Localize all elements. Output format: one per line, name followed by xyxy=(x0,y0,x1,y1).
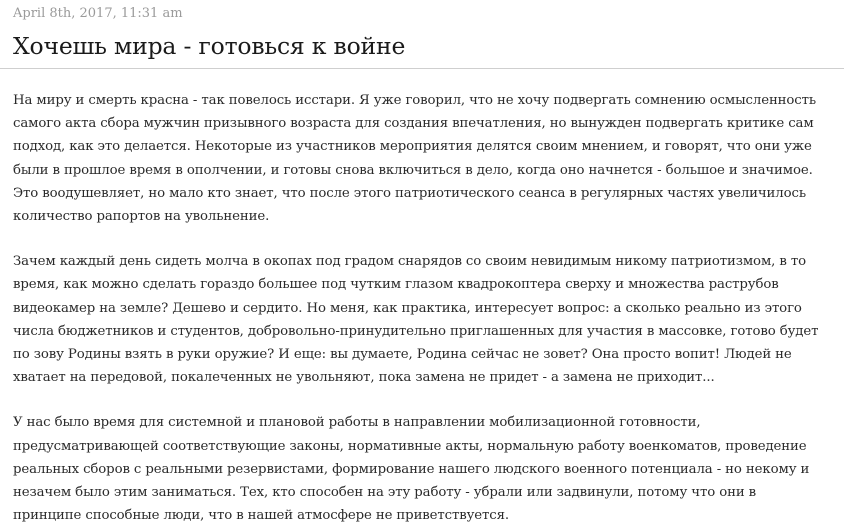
post-paragraph-3: У нас было время для системной и плановой работы в направлении мобилизационной готовности, предусматривающей соответствующие законы, нормативные акты, нормальную работу военкоматов, проведение реальных сборов с реальными резервистами, формирование нашего людского военного потенциала - но некому и незачем было этим заниматься. Тех, кто способен на эту работу - убрали или задвинули, потому что они в принципе способные люди, что в нашей атмосфере не приветствуется. xyxy=(13,415,810,524)
post-title[interactable]: Хочешь мира - готовься к войне xyxy=(13,32,406,60)
title-divider xyxy=(0,68,844,69)
blog-post xyxy=(0,5,838,524)
post-paragraph-1: На миру и смерть красна - так повелось исстари. Я уже говорил, что не хочу подвергать сомнению осмысленность самого акта сбора мужчин призывного возраста для создания впечатления, но вынужден подвергать критике сам подход, как это делается. Некоторые из участников мероприятия делятся своим мнением, и говорят, что они уже были в прошлое время в ополчении, и готовы снова включиться в дело, когда оно начнется - большое и значимое. Это воодушевляет, но мало кто знает, что после этого патриотического сеанса в регулярных частях увеличилось количество рапортов на увольнение. xyxy=(13,93,816,225)
post-paragraph-2: Зачем каждый день сидеть молча в окопах под градом снарядов со своим невидимым никому патриотизмом, в то время, как можно сделать гораздо большее под чутким глазом квадрокоптера сверху и множества раструбов видеокамер на земле? Дешево и сердито. Но меня, как практика, интересует вопрос: а сколько реально из этого числа бюджетников и студентов, добровольно-принудительно приглашенных для участия в массовке, готово будет по зову Родины взять в руки оружие? И еще: вы думаете, Родина сейчас не зовет? Она просто вопит! Людей не хватает на передовой, покалеченных не увольняют, пока замена не придет - а замена не приходит... xyxy=(13,254,819,386)
post-body xyxy=(13,89,832,527)
post-date: April 8th, 2017, 11:31 am xyxy=(13,6,183,21)
